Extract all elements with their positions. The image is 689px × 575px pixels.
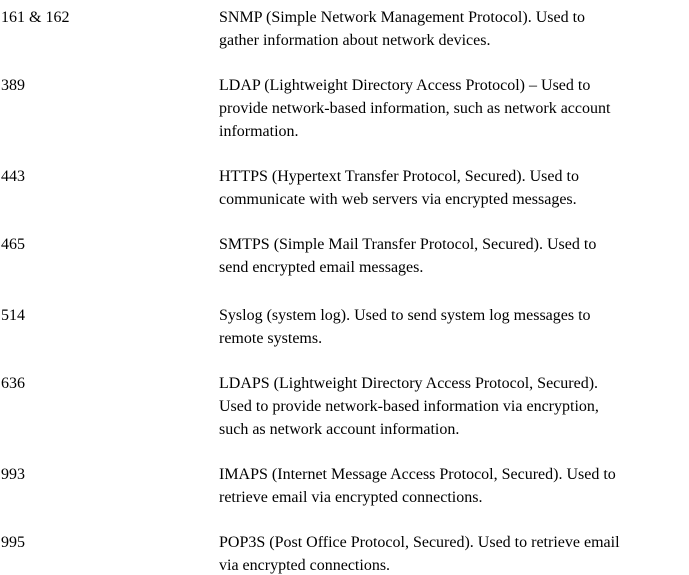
description-line: LDAPS (Lightweight Directory Access Protocol, Secured).: [219, 375, 599, 392]
port-description: [219, 463, 689, 509]
description-line: communicate with web servers via encrypted messages.: [219, 191, 577, 208]
description-line: remote systems.: [219, 330, 323, 347]
port-number: 514: [1, 307, 25, 324]
description-line: Syslog (system log). Used to send system log messages to: [219, 307, 591, 324]
description-line: send encrypted email messages.: [219, 259, 424, 276]
port-description: [219, 165, 689, 211]
description-line: SNMP (Simple Network Management Protocol). Used to: [219, 9, 586, 26]
description-line: information.: [219, 123, 299, 140]
description-line: gather information about network devices.: [219, 32, 491, 49]
description-line: SMTPS (Simple Mail Transfer Protocol, Secured). Used to: [219, 236, 597, 253]
port-number: 443: [1, 168, 25, 185]
port-number: 636: [1, 375, 25, 392]
description-line: Used to provide network-based information via encryption,: [219, 398, 599, 415]
port-number: 161 & 162: [1, 9, 70, 26]
description-line: IMAPS (Internet Message Access Protocol, Secured). Used to: [219, 466, 616, 483]
port-number: 993: [1, 466, 25, 483]
port-description: [219, 233, 689, 279]
description-line: retrieve email via encrypted connections.: [219, 489, 483, 506]
description-line: such as network account information.: [219, 421, 460, 438]
port-description: [219, 372, 689, 441]
description-line: LDAP (Lightweight Directory Access Protocol) – Used to: [219, 77, 591, 94]
port-description: [219, 6, 689, 52]
description-line: provide network-based information, such as network account: [219, 100, 611, 117]
port-number: 465: [1, 236, 25, 253]
description-line: HTTPS (Hypertext Transfer Protocol, Secured). Used to: [219, 168, 579, 185]
port-number: 995: [1, 534, 25, 551]
port-description: [219, 304, 689, 350]
port-description: [219, 531, 689, 575]
description-line: POP3S (Post Office Protocol, Secured). Used to retrieve email: [219, 534, 620, 551]
port-description: [219, 74, 689, 143]
description-line: via encrypted connections.: [219, 557, 391, 574]
port-number: 389: [1, 77, 25, 94]
